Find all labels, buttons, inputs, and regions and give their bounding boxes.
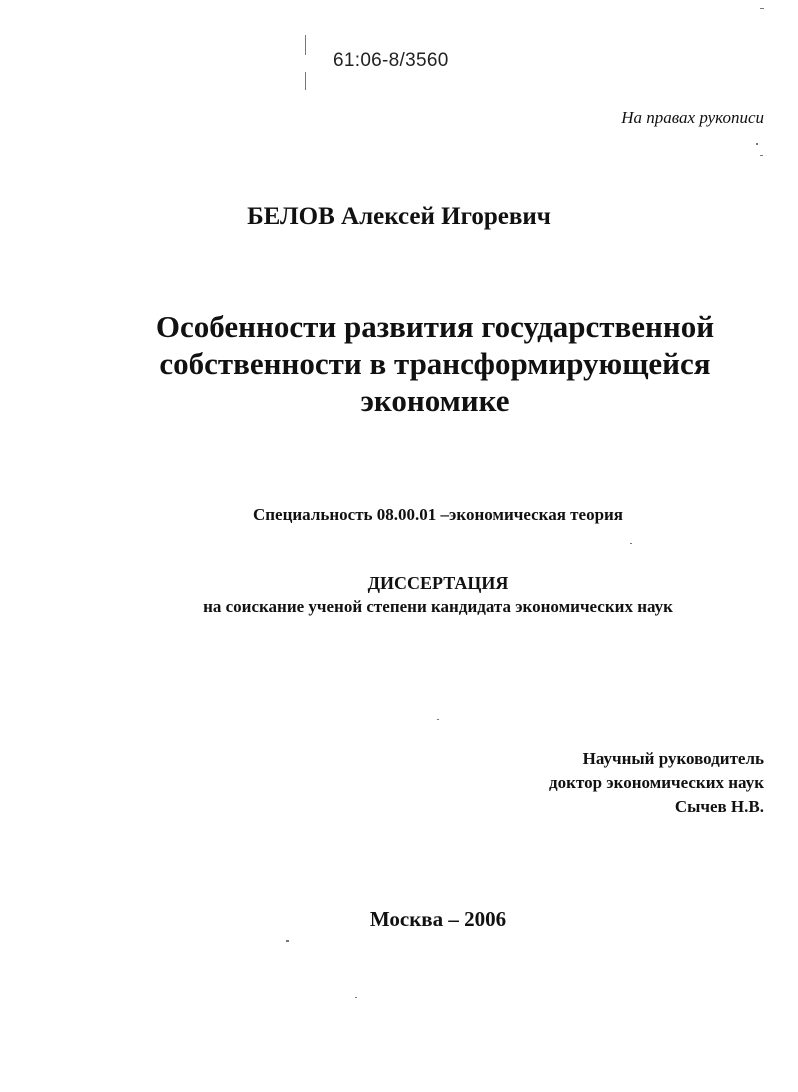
city-year: Москва – 2006 [369,907,507,931]
scan-speck [760,155,763,156]
title-line: Особенности развития государственной [155,309,715,344]
supervisor-role: Научный руководитель [582,749,764,768]
catalog-number: 61:06-8/3560 [333,50,449,71]
scan-speck [630,543,632,544]
scan-margin-line [305,35,306,55]
author-name: БЕЛОВ Алексей Игоревич [247,203,551,230]
rights-note: На правах рукописи [621,108,764,127]
dissertation-label: ДИССЕРТАЦИЯ [367,573,509,593]
title-line: экономике [360,383,510,418]
dissertation-title [100,308,770,419]
scan-speck [355,997,357,998]
supervisor-name: Сычев Н.В. [674,797,764,816]
title-line: собственности в трансформирующейся [159,346,711,381]
scan-speck [756,143,758,145]
specialty-line: Специальность 08.00.01 –экономическая теория [252,505,624,524]
scan-speck [437,719,439,720]
supervisor-degree: доктор экономических наук [549,773,764,792]
scan-margin-line [305,72,306,90]
scan-speck [286,940,289,942]
scan-speck [760,8,764,9]
degree-line: на соискание ученой степени кандидата экономических наук [203,597,673,616]
supervisor-block [549,747,764,819]
